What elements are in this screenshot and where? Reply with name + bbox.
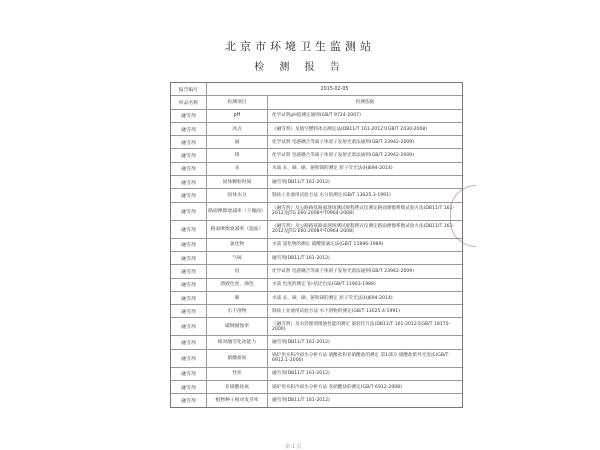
table-row [171,349,462,367]
test-basis-cell: 《融雪剂》及航空燃料冰点测定法(DB11/T 161-2012及GB/T 2430-2008) [272,126,428,132]
table-row [171,278,462,291]
test-basis-cell: 化学试剂pH值测定通则(GB/T 9724-2007) [272,113,361,119]
test-item-cell: 固体水分 [207,189,268,201]
header-sample: 样品名称 [171,96,207,108]
table-row [171,264,462,277]
test-basis-cell: 水质 汞、砷、硒、铋和锑的测定 原子荧光法(HJ694-2014) [272,166,393,172]
header-basis: 检测依据 [355,99,375,105]
table-row [171,135,462,148]
table-row [171,202,462,220]
sample-name-cell: 融雪剂 [171,110,207,122]
test-item-cell: 砷 [207,292,268,304]
sample-name-cell: 融雪剂 [171,394,207,406]
table-row-date [171,83,462,95]
sample-name-cell: 融雪剂 [171,252,207,264]
table-header-row [171,95,462,108]
sample-name-cell: 融雪剂 [171,368,207,380]
table-row [171,122,462,135]
test-item-cell: 冰点 [207,123,268,135]
table-row [171,162,462,175]
table-row [171,220,462,238]
test-basis-cell: 融雪剂(DB11/T 161-2012) [272,340,330,346]
table-row [171,175,462,188]
test-basis-cell: 水质 色度的测定 铂-钴比色法(GB/T 11903-1989) [272,282,376,288]
test-basis-cell: 《融雪剂》及水处理剂缓蚀性能的测定 旋转挂片法(DB11/T 161-2012及GB/T 18175-2000) [272,321,451,332]
test-item-cell: 铅 [207,265,268,277]
report-title: 北京市环境卫生监测站 [225,40,375,53]
table-row [171,317,462,335]
sample-name-cell: 融雪剂 [171,136,207,148]
table-row [171,380,462,393]
table-row [171,251,462,264]
date-label: 报告编号 [171,83,207,95]
test-basis-cell: 融雪剂(DB11/T 161-2012) [272,397,330,403]
table-row [171,148,462,161]
sample-name-cell: 融雪剂 [171,239,207,251]
test-basis-cell: 制盐工业通用试验方法 水不溶物的测定(GB/T 13025.4-1991) [272,308,401,314]
sample-name-cell: 融雪剂 [171,149,207,161]
table-row [171,335,462,348]
date-value: 2015-02-05 [320,86,349,92]
test-item-cell: 镉 [207,136,268,148]
report-table [170,82,463,408]
sample-name-cell: 融雪剂 [171,318,207,335]
test-basis-cell: 锅炉用水和冷却水分析方法 亚硝酸盐的测定(GB/T 6912-2008) [272,384,402,390]
test-basis-cell: 融雪剂(DB11/T 161-2012) [272,255,330,261]
sample-name-cell: 融雪剂 [171,221,207,238]
sample-name-cell: 融雪剂 [171,163,207,175]
sample-name-cell: 融雪剂 [171,176,207,188]
test-basis-cell: 《融雪剂》及公路路基路面现场测试规程摆式仪测定路面摩擦系数试验方法(DB11/T 161-2012及JTG E60-2008中T0964-2008) [272,206,455,217]
table-row [171,393,462,406]
sample-name-cell: 融雪剂 [171,336,207,348]
sample-name-cell: 融雪剂 [171,292,207,304]
table-row [171,238,462,251]
test-basis-cell: 化学试剂 电感耦合等离子体原子发射光谱法通则(GB/T 23942-2009) [272,153,415,159]
sample-name-cell: 融雪剂 [171,381,207,393]
test-item-cell: 汞 [207,163,268,175]
test-item-cell: 水不溶物 [207,305,268,317]
test-item-cell: 植物种子相对发芽率 [207,394,268,406]
test-item-cell: 碳钢腐蚀率 [207,318,268,335]
test-basis-cell: 水质 氯化物的测定 硝酸银滴定法(GB/T 11896-1989) [272,242,384,248]
test-item-cell: 相对融雪化冰能力 [207,336,268,348]
header-item: 检测项目 [207,96,268,108]
sample-name-cell: 融雪剂 [171,123,207,135]
test-item-cell: 路面摩擦衰减率（湿面） [207,221,268,238]
test-basis-cell: 化学试剂 电感耦合等离子体原子发射光谱法通则(GB/T 23942-2009) [272,268,415,274]
test-basis-cell: 融雪剂(DB11/T 161-2012) [272,179,330,185]
test-basis-cell: 水质 汞、砷、硒、铋和锑的测定 原子荧光法(HJ694-2014) [272,295,393,301]
page-footer: 第 1 页 [285,444,302,450]
test-item-cell: 铬 [207,149,268,161]
sample-name-cell: 融雪剂 [171,350,207,367]
sample-name-cell: 融雪剂 [171,203,207,220]
test-item-cell: 路面摩擦衰减率（干燥面） [207,203,268,220]
sample-name-cell: 融雪剂 [171,305,207,317]
test-item-cell: 亚硝酸盐氮 [207,381,268,393]
table-row [171,188,462,201]
table-row [171,367,462,380]
test-item-cell: 气味 [207,252,268,264]
table-row [171,304,462,317]
test-basis-cell: 制盐工业通用试验方法 水分的测定(GB/T 13025.3-1991) [272,193,391,199]
test-item-cell: 固体颗粒时间 [207,176,268,188]
table-row [171,109,462,122]
test-item-cell: 溶液色度、颜色 [207,279,268,291]
test-basis-cell: 融雪剂(DB11/T 161-2012) [272,371,330,377]
sample-name-cell: 融雪剂 [171,265,207,277]
report-subtitle: 检 测 报 告 [254,62,346,73]
test-basis-cell: 《融雪剂》及公路路基路面现场测试规程摆式仪测定路面摩擦系数试验方法(DB11/T 161-2012及JTG E60-2008中T0964-2008) [272,224,455,235]
table-row [171,291,462,304]
test-item-cell: 性状 [207,368,268,380]
test-basis-cell: 锅炉用水和冷却水分析方法 硝酸盐和亚硝酸盐的测定 第1部分 硝酸盐紫外光度法(GB/T 6912.1-2006) [272,353,449,364]
sample-name-cell: 融雪剂 [171,189,207,201]
test-item-cell: pH [207,110,268,122]
test-item-cell: 硝酸盐氮 [207,350,268,367]
test-item-cell: 氯化物 [207,239,268,251]
sample-name-cell: 融雪剂 [171,279,207,291]
test-basis-cell: 化学试剂 电感耦合等离子体原子发射光谱法通则(GB/T 23942-2009) [272,139,415,145]
